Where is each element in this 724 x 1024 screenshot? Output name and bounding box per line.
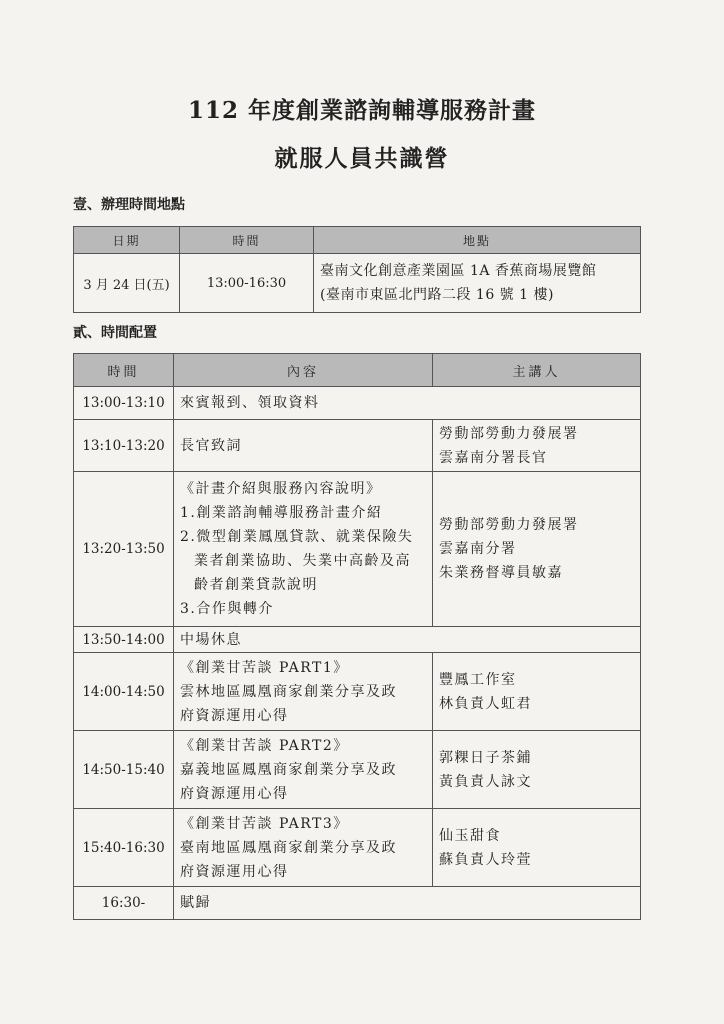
- table-row: [74, 887, 641, 920]
- content-line: 賦歸: [180, 895, 211, 911]
- header-date: 日期: [74, 227, 180, 254]
- location-line2: (臺南市東區北門路二段 16 號 1 樓): [320, 287, 554, 303]
- schedule-speaker: [433, 809, 641, 887]
- schedule-content: [174, 731, 433, 809]
- schedule-speaker: [433, 653, 641, 731]
- schedule-content: [174, 472, 433, 627]
- content-line: 《創業甘苦談 PART3》: [180, 815, 349, 832]
- venue-table-header: [74, 227, 641, 254]
- speaker-line: 黃負責人詠文: [439, 773, 532, 790]
- venue-table: [73, 226, 641, 313]
- speaker-line: 郭粿日子茶鋪: [439, 749, 532, 766]
- header-time: 時間: [180, 227, 314, 254]
- content-line: 中場休息: [180, 631, 242, 648]
- content-line: 來賓報到、領取資料: [180, 395, 320, 411]
- schedule-content: [174, 653, 433, 731]
- speaker-line: 蘇負責人玲萱: [439, 851, 532, 868]
- schedule-time: 14:00-14:50: [74, 653, 174, 731]
- table-row: [74, 627, 641, 653]
- speaker-line: 朱業務督導員敏嘉: [439, 565, 563, 581]
- header-speaker: 主講人: [433, 354, 641, 387]
- header-time: 時間: [74, 354, 174, 387]
- table-row: [74, 653, 641, 731]
- schedule-table-body: [74, 387, 641, 920]
- schedule-content: [174, 887, 641, 920]
- table-row: [74, 420, 641, 472]
- content-line: 府資源運用心得: [180, 707, 289, 724]
- section2-heading: 貳、時間配置: [73, 325, 157, 341]
- schedule-time: 13:50-14:00: [74, 627, 174, 653]
- content-line: 《計畫介紹與服務內容說明》: [180, 481, 382, 497]
- schedule-time: 16:30-: [74, 887, 174, 920]
- content-line: 業者創業協助、失業中高齡及高: [194, 553, 411, 569]
- content-line: 3.合作與轉介: [180, 601, 274, 617]
- content-line: 府資源運用心得: [180, 785, 289, 802]
- schedule-content: [174, 420, 433, 472]
- speaker-line: 勞動部勞動力發展署: [439, 425, 579, 442]
- schedule-content: [174, 809, 433, 887]
- speaker-line: 雲嘉南分署長官: [439, 449, 548, 466]
- table-row: [74, 472, 641, 627]
- speaker-line: 雲嘉南分署: [439, 541, 517, 557]
- header-location: 地點: [314, 227, 641, 254]
- content-line: 《創業甘苦談 PART2》: [180, 737, 349, 754]
- schedule-speaker: [433, 731, 641, 809]
- event-time: 13:00-16:30: [180, 254, 314, 313]
- speaker-line: 仙玉甜食: [439, 827, 501, 844]
- schedule-time: 14:50-15:40: [74, 731, 174, 809]
- schedule-time: 15:40-16:30: [74, 809, 174, 887]
- speaker-line: 勞動部勞動力發展署: [439, 517, 579, 533]
- schedule-content: [174, 627, 641, 653]
- event-location: [314, 254, 641, 313]
- location-line1: 臺南文化創意產業園區 1A 香蕉商場展覽館: [320, 263, 597, 279]
- schedule-time: 13:10-13:20: [74, 420, 174, 472]
- schedule-speaker: [433, 420, 641, 472]
- schedule-speaker: [433, 472, 641, 627]
- content-line: 臺南地區鳳凰商家創業分享及政: [180, 839, 397, 856]
- content-line: 嘉義地區鳳凰商家創業分享及政: [180, 761, 397, 778]
- speaker-line: 豐鳳工作室: [439, 671, 517, 688]
- table-row: [74, 809, 641, 887]
- speaker-line: 林負責人虹君: [439, 695, 532, 712]
- event-date: 3 月 24 日(五): [74, 254, 180, 313]
- schedule-table: [73, 353, 641, 920]
- table-row: [74, 387, 641, 420]
- content-line: 長官致詞: [180, 437, 242, 454]
- content-line: 2.微型創業鳳凰貸款、就業保險失: [180, 529, 414, 545]
- schedule-time: 13:00-13:10: [74, 387, 174, 420]
- schedule-table-header: [74, 354, 641, 387]
- document-subtitle: 就服人員共識營: [274, 145, 450, 172]
- content-line: 府資源運用心得: [180, 863, 289, 880]
- section1-heading: 壹、辦理時間地點: [73, 197, 185, 213]
- table-row: [74, 731, 641, 809]
- schedule-time: 13:20-13:50: [74, 472, 174, 627]
- content-line: 1.創業諮詢輔導服務計畫介紹: [180, 505, 383, 521]
- content-line: 齡者創業貸款說明: [194, 577, 318, 593]
- content-line: 雲林地區鳳凰商家創業分享及政: [180, 683, 397, 700]
- document-title: 112 年度創業諮詢輔導服務計畫: [187, 97, 537, 124]
- content-line: 《創業甘苦談 PART1》: [180, 659, 349, 676]
- venue-table-row: [74, 254, 641, 313]
- schedule-content: [174, 387, 641, 420]
- header-content: 內容: [174, 354, 433, 387]
